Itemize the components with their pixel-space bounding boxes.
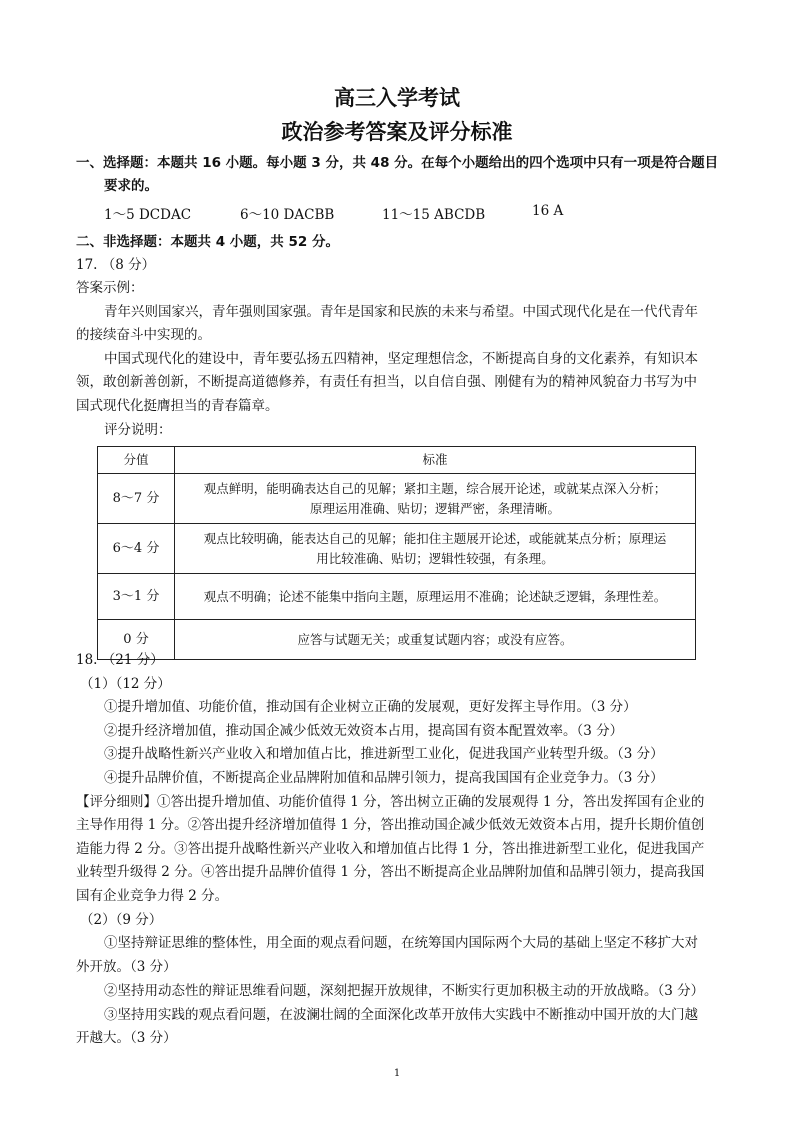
- q17-scoring-label: 评分说明：: [104, 422, 172, 438]
- q18-part1-label: （1）（12 分）: [80, 676, 171, 692]
- q18-detail-line: 业转型升级得 2 分。④答出提升品牌价值得 1 分，答出不断提高企业品牌附加值和品牌引领力，提高我国: [76, 864, 705, 880]
- table-header-standard: 标准: [175, 447, 696, 474]
- section1-heading-cont: 要求的。: [104, 178, 158, 194]
- q17-paragraph2-line2: 领，敢创新善创新，不断提高道德修养，有责任有担当，以自信自强、刚健有为的精神风貌奋力书写为中: [76, 374, 697, 390]
- table-cell-score: 6～4 分: [98, 524, 175, 574]
- table-cell-score: 8～7 分: [98, 474, 175, 524]
- q17-paragraph1-line1: 青年兴则国家兴，青年强则国家强。青年是国家和民族的未来与希望。中国式现代化是在一代代青年: [104, 304, 698, 320]
- q18-detail-line: 国有企业竞争力得 2 分。: [76, 888, 229, 904]
- table-cell-standard: 观点不明确；论述不能集中指向主题，原理运用不准确；论述缺乏逻辑，条理性差。: [175, 574, 696, 620]
- q18-part2-label: （2）（9 分）: [80, 912, 163, 928]
- q18-part1-item: ②提升经济增加值，推动国企减少低效无效资本占用，提高国有资本配置效率。（3 分）: [104, 723, 624, 739]
- answer-group-3: 11～15 ABCDB: [382, 207, 486, 223]
- q17-label: 17. （8 分）: [76, 257, 156, 273]
- q18-label: 18. （21 分）: [76, 652, 164, 668]
- table-row: [98, 524, 696, 574]
- q18-part1-item: ③提升战略性新兴产业收入和增加值占比，推进新型工业化，促进我国产业转型升级。（3 分）: [104, 746, 664, 762]
- standard-line: 原理运用准确、贴切；逻辑严密，条理清晰。: [309, 500, 560, 516]
- standard-line: 观点比较明确，能表达自己的见解；能扣住主题展开论述，或能就某点分析；原理运: [203, 530, 667, 546]
- answer-group-1: 1～5 DCDAC: [104, 207, 192, 223]
- q18-part1-item: ④提升品牌价值，不断提高企业品牌附加值和品牌引领力，提高我国国有企业竞争力。（3 分）: [104, 770, 664, 786]
- standard-line: 观点鲜明，能明确表达自己的见解；紧扣主题，综合展开论述，或就某点深入分析；: [203, 480, 667, 496]
- table-row: [98, 474, 696, 524]
- table-cell-standard: 应答与试题无关；或重复试题内容；或没有应答。: [175, 620, 696, 660]
- q18-detail-line: 【评分细则】①答出提升增加值、功能价值得 1 分，答出树立正确的发展观得 1 分，答出发挥国有企业的: [76, 794, 705, 810]
- q17-example-label: 答案示例：: [76, 280, 144, 296]
- q18-part2-line: 开越大。（3 分）: [76, 1030, 177, 1046]
- q18-detail-line: 主导作用得 1 分。②答出提升经济增加值得 1 分，答出推动国企减少低效无效资本占用，提升长期价值创: [76, 817, 705, 833]
- answer-group-4: 16 A: [532, 203, 564, 219]
- page-number: 1: [393, 1068, 401, 1079]
- table-header-row: [98, 447, 696, 474]
- standard-line: 用比较准确、贴切；逻辑性较强，有条理。: [316, 550, 554, 566]
- table-header-score: 分值: [98, 447, 175, 474]
- q17-paragraph2-line1: 中国式现代化的建设中，青年要弘扬五四精神，坚定理想信念，不断提高自身的文化素养，有知识本: [104, 351, 698, 367]
- q18-part1-item: ①提升增加值、功能价值，推动国有企业树立正确的发展观，更好发挥主导作用。（3 分）: [104, 699, 637, 715]
- table-cell-standard: [175, 524, 696, 574]
- scoring-table: [97, 446, 696, 660]
- page-title: 高三入学考试: [334, 86, 460, 110]
- q18-part2-line: ②坚持用动态性的辩证思维看问题，深刻把握开放规律，不断实行更加积极主动的开放战略。（3 分）: [104, 983, 705, 999]
- q18-part2-line: 外开放。（3 分）: [76, 959, 177, 975]
- section1-heading: 一、选择题：本题共 16 小题。每小题 3 分，共 48 分。在每个小题给出的四个选项中只有一项是符合题目: [76, 155, 719, 171]
- page-subtitle: 政治参考答案及评分标准: [281, 120, 513, 144]
- q18-detail-line: 造能力得 2 分。③答出提升战略性新兴产业收入和增加值占比得 1 分，答出推进新型工业化，促进我国产: [76, 841, 705, 857]
- q18-part2-line: ①坚持辩证思维的整体性，用全面的观点看问题，在统筹国内国际两个大局的基础上坚定不移扩大对: [104, 935, 698, 951]
- q18-part2-line: ③坚持用实践的观点看问题，在波澜壮阔的全面深化改革开放伟大实践中不断推动中国开放的大门越: [104, 1007, 698, 1023]
- table-cell-score: 3～1 分: [98, 574, 175, 620]
- table-cell-score: 0 分: [98, 620, 175, 660]
- q17-paragraph2-line3: 国式现代化挺膺担当的青春篇章。: [76, 398, 279, 414]
- table-cell-standard: [175, 474, 696, 524]
- answer-group-2: 6～10 DACBB: [240, 207, 335, 223]
- section2-heading: 二、非选择题：本题共 4 小题，共 52 分。: [76, 234, 339, 250]
- q17-paragraph1-line2: 的接续奋斗中实现的。: [76, 327, 211, 343]
- table-row: [98, 574, 696, 620]
